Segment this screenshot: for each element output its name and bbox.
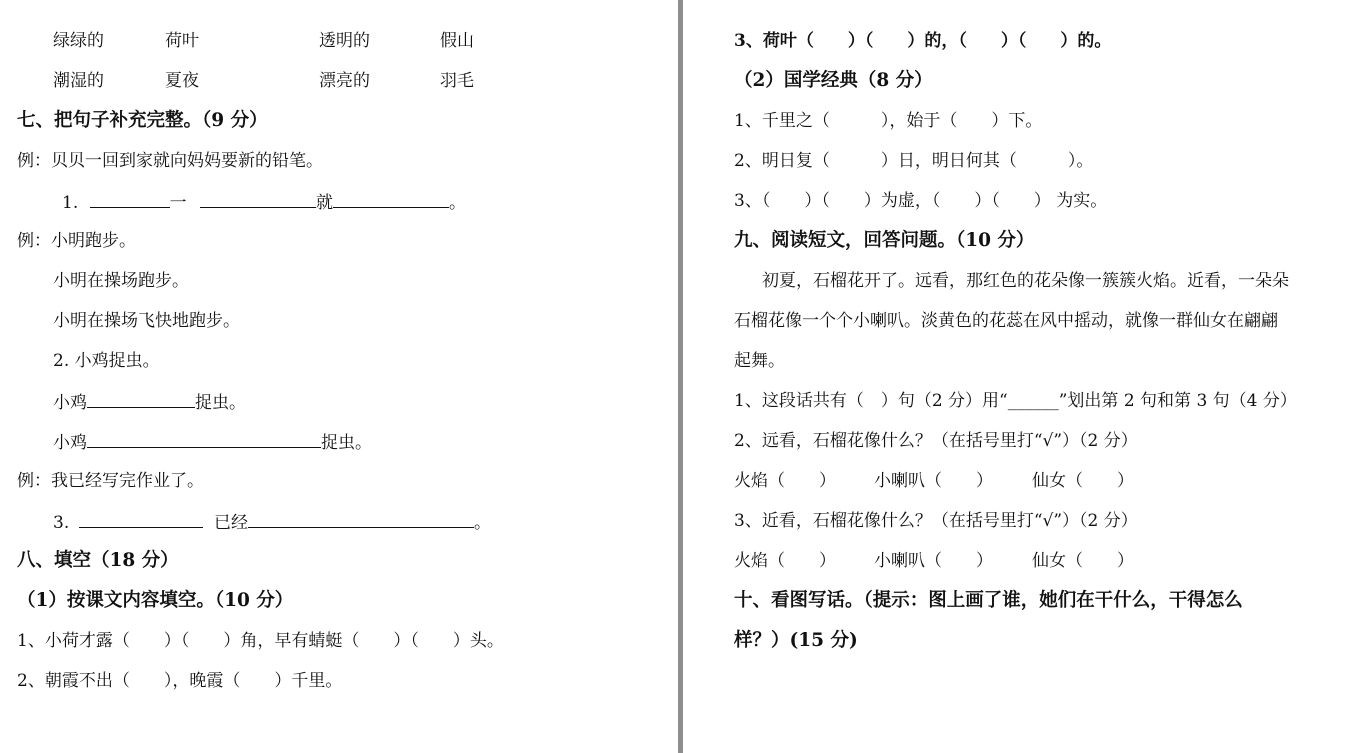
item-1 — [62, 190, 466, 212]
left-page — [0, 0, 678, 753]
passage-line: 石榴花像一个个小喇叭。淡黄色的花蕊在风中摇动，就像一群仙女在翩翩 — [734, 311, 1278, 331]
page-divider — [678, 0, 683, 753]
blank-line[interactable] — [90, 190, 170, 208]
example-2: 例：小明跑步。 — [17, 231, 136, 251]
word: 荷叶 — [165, 31, 199, 51]
word: 假山 — [440, 31, 474, 51]
option-checkbox[interactable]: 仙女（ ） — [1032, 471, 1134, 491]
option-checkbox[interactable]: 小喇叭（ ） — [874, 471, 993, 491]
section-8-title: 八、填空（18 分） — [17, 550, 179, 571]
blank-line[interactable] — [200, 190, 316, 208]
connector-text: 就 — [316, 193, 334, 213]
end-mark: 。 — [474, 513, 492, 533]
classic-question-2: 2、明日复（ ）日，明日何其（ ）。 — [734, 151, 1094, 171]
question-2: 2、远看，石榴花像什么？（在括号里打“√”）（2 分） — [734, 431, 1138, 451]
section-9-title: 九、阅读短文，回答问题。（10 分） — [734, 230, 1035, 251]
example-2-line-2: 小明在操场飞快地跑步。 — [53, 311, 240, 331]
section-7-title: 七、把句子补充完整。（9 分） — [17, 110, 268, 131]
blank-line[interactable] — [87, 390, 195, 408]
question-2-options — [734, 470, 1354, 492]
option-checkbox[interactable]: 火焰（ ） — [734, 471, 836, 491]
example-2-line-1: 小明在操场跑步。 — [53, 271, 189, 291]
option-checkbox[interactable]: 火焰（ ） — [734, 551, 836, 571]
end-mark: 。 — [449, 193, 467, 213]
blank-line[interactable] — [79, 510, 203, 528]
start-text: 小鸡 — [53, 393, 87, 413]
blank-line[interactable] — [333, 190, 449, 208]
option-checkbox[interactable]: 仙女（ ） — [1032, 551, 1134, 571]
word: 漂亮的 — [319, 71, 370, 91]
connector-text: 已经 — [214, 513, 249, 533]
fill-question-1: 1、小荷才露（ ）（ ）角，早有蜻蜓（ ）（ ）头。 — [17, 631, 504, 651]
option-checkbox[interactable]: 小喇叭（ ） — [874, 551, 993, 571]
word: 羽毛 — [440, 71, 474, 91]
fill-question-3: 3、荷叶（ ）（ ）的，（ ）（ ）的。 — [734, 31, 1112, 51]
example-1: 例：贝贝一回到家就向妈妈要新的铅笔。 — [17, 151, 323, 171]
end-text: 捉虫。 — [321, 433, 372, 453]
blank-line[interactable] — [87, 430, 321, 448]
word-row-1 — [0, 30, 678, 52]
passage-line: 初夏，石榴花开了。远看，那红色的花朵像一簇簇火焰。近看，一朵朵 — [762, 271, 1289, 291]
item-2-a — [53, 390, 246, 412]
item-2: 2. 小鸡捉虫。 — [53, 351, 160, 371]
item-number: 1. — [62, 193, 79, 213]
section-10-title-cont: 样？）(15 分) — [734, 630, 858, 651]
classic-question-1: 1、千里之（ ），始于（ ）下。 — [734, 111, 1043, 131]
word: 夏夜 — [165, 71, 199, 91]
subsection-1-title: （1）按课文内容填空。（10 分） — [17, 590, 294, 611]
start-text: 小鸡 — [53, 433, 87, 453]
fill-question-2: 2、朝霞不出（ ），晚霞（ ）千里。 — [17, 671, 343, 691]
passage-line: 起舞。 — [734, 351, 785, 371]
item-3 — [53, 510, 491, 532]
question-3-options — [734, 550, 1354, 572]
question-3: 3、近看，石榴花像什么？（在括号里打“√”）（2 分） — [734, 511, 1138, 531]
right-page — [686, 0, 1358, 753]
end-text: 捉虫。 — [195, 393, 246, 413]
blank-line[interactable] — [248, 510, 474, 528]
word: 绿绿的 — [53, 31, 104, 51]
classic-question-3: 3、（ ）（ ）为虚，（ ）（ ） 为实。 — [734, 191, 1108, 211]
item-2-b — [53, 430, 372, 452]
item-number: 3. — [53, 513, 70, 533]
question-1: 1、这段话共有（ ）句（2 分）用“______”划出第 2 句和第 3 句（4 分） — [734, 391, 1297, 411]
section-10-title: 十、看图写话。（提示：图上画了谁，她们在干什么，干得怎么 — [734, 590, 1243, 611]
subsection-2-title: （2）国学经典（8 分） — [734, 70, 933, 91]
word: 透明的 — [319, 31, 370, 51]
example-3: 例：我已经写完作业了。 — [17, 471, 204, 491]
word: 潮湿的 — [53, 71, 104, 91]
word-row-2 — [0, 70, 678, 92]
connector-text: 一 — [169, 193, 187, 213]
